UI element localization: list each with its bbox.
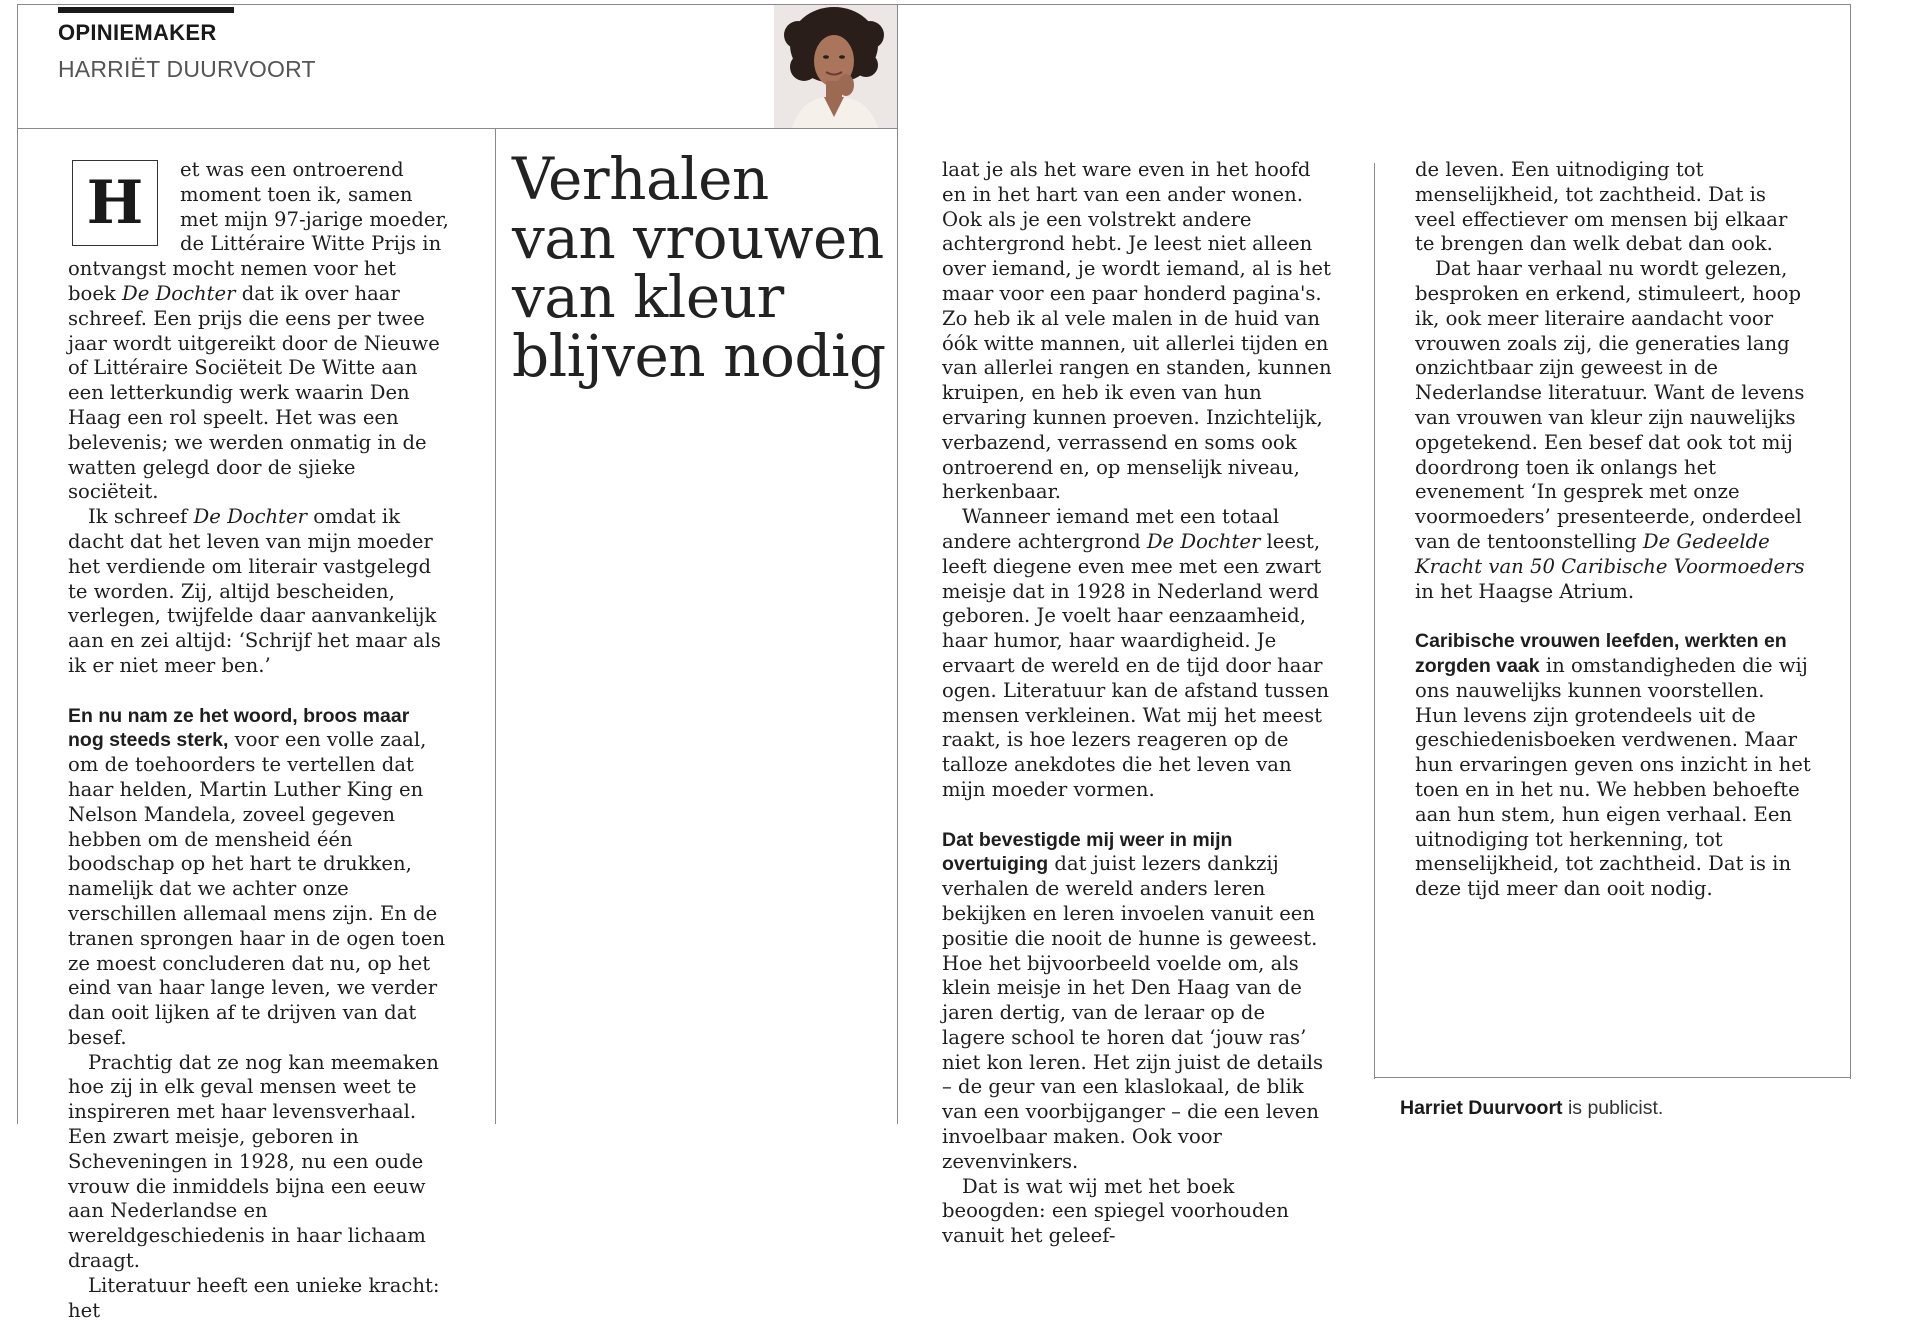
portrait-image [774,5,897,128]
article-column-1 [68,158,450,1322]
author-photo [774,5,897,128]
paragraph: Literatuur heeft een unieke kracht: het [68,1273,440,1322]
headline-line: Verhalen [512,145,769,213]
top-border [17,4,1851,5]
article-headline [512,145,892,390]
paragraph: En nu nam ze het woord, broos maar nog steeds sterk, voor een volle zaal, om de toehoorders te vertellen dat haar helden, Martin Luther King en Nelson Mandela, zoveel gegeven hebben om de mensheid één boodschap op het hart te drukken, namelijk dat we achter onze verschillen allemaal mens zijn. En de tranen sprongen haar in de ogen toen ze moest concluderen dat nu, op het eind van haar lange leven, we verder dan ooit lijken af te drijven van dat besef. [68,704,446,1049]
paragraph: laat je als het ware even in het hoofd en in het hart van een ander wonen. Ook als je een volstrekt andere achtergrond hebt. Je leest niet alleen over iemand, je wordt iemand, al is het maar voor een paar honderd pagina's. Zo heb ik al vele malen in de huid van óók witte mannen, uit allerlei tijden en van allerlei rangen en standen, kunnen kruipen, en heb ik even van hun ervaring kunnen proeven. Inzichtelijk, verbazend, verrassend en soms ook ontroerend en, op menselijk niveau, herkenbaar. [942,158,1332,504]
book-title: De Dochter [1146,529,1261,553]
paragraph-lead: Caribische vrouwen leefden, werkten en zorgden vaak [1415,630,1787,677]
author-name: Harriet Duurvoort [1400,1097,1563,1119]
footnote-divider [1374,1077,1851,1078]
paragraph: de leven. Een uitnodiging tot menselijkheid, tot zachtheid. Dat is veel effectiever om mensen bij elkaar te brengen dan welk debat dan ook. [1415,158,1788,256]
drop-cap: H [72,160,158,246]
kicker-bar [58,7,234,13]
paragraph: Ik schreef De Dochter omdat ik dacht dat het leven van mijn moeder het verdiende om literair vastgelegd te worden. Zij, altijd bescheiden, verlegen, twijfelde daar aanvankelijk aan en zei altijd: ‘Schrijf het maar als ik er niet meer ben.’ [68,505,441,677]
column-divider-3 [1374,163,1375,1079]
paragraph: Dat is wat wij met het boek beoogden: een spiegel voorhouden vanuit het geleef- [942,1174,1289,1248]
headline-line: van vrouwen [512,204,884,272]
headline-line: blijven nodig [512,322,886,390]
column-divider-2 [897,4,898,1124]
paragraph-lead: Dat bevestigde mij weer in mijn overtuiging [942,828,1233,876]
author-footnote: Harriet Duurvoort is publicist. [1400,1097,1664,1119]
article-column-2 [942,158,1332,1248]
section-kicker: OPINIEMAKER [58,20,217,45]
paragraph: Dat bevestigde mij weer in mijn overtuiging dat juist lezers dankzij verhalen de wereld anders leren bekijken en leren invoelen vanuit een positie die nooit de hunne is geweest. Hoe het bijvoorbeeld voelde om, als klein meisje in het Den Haag van de jaren dertig, van de leraar op de lagere school te horen dat ‘jouw ras’ niet kon leren. Het zijn juist de details – de geur van een klaslokaal, de blik van een voorbijganger – die een leven invoelbaar maken. Ook voor zevenvinkers. [942,828,1324,1173]
paragraph: Prachtig dat ze nog kan meemaken hoe zij in elk geval mensen weet te inspireren met haar levensverhaal. Een zwart meisje, geboren in Scheveningen in 1928, nu een oude vrouw die inmiddels bijna een eeuw aan Nederlandse en wereldgeschiedenis in haar lichaam draagt. [68,1050,439,1273]
book-title: De Dochter [193,505,307,529]
paragraph: H et was een ontroerend moment toen ik, samen met mijn 97-jarige moeder, de Littéraire Witte Prijs in ontvangst mocht nemen voor het boek De Dochter dat ik over haar schreef. Een prijs die eens per twee jaar wordt uitgereikt door de Nieuwe of Littéraire Sociëteit De Witte aan een letterkundig werk waarin Den Haag een rol speelt. Het was een belevenis; we werden onmatig in de watten gelegd door de sjieke sociëteit. [68,158,449,504]
paragraph: Wanneer iemand met een totaal andere achtergrond De Dochter leest, leeft diegene even mee met een zwart meisje dat in 1928 in Nederland werd geboren. Je voelt haar eenzaamheid, haar humor, haar waardigheid. Je ervaart de wereld en de tijd door haar ogen. Literatuur kan de afstand tussen mensen verkleinen. Wat mij het meest raakt, is hoe lezers reageren op de talloze anekdotes die het leven van mijn moeder vormen. [942,505,1330,801]
book-title: De Dochter [122,281,236,305]
author-byline: HARRIËT DUURVOORT [58,56,316,82]
paragraph: Dat haar verhaal nu wordt gelezen, besproken en erkend, stimuleert, hoop ik, ook meer literaire aandacht voor vrouwen zoals zij, die generaties lang onzichtbaar zijn geweest in de Nederlandse literatuur. Want de levens van vrouwen van kleur zijn nauwelijks opgetekend. Een besef dat ook tot mij doordrong toen ik onlangs het evenement ‘In gesprek met onze voormoeders’ presenteerde, onderdeel van de tentoonstelling De Gedeelde Kracht van 50 Caribische Voormoeders in het Haagse Atrium. [1415,257,1805,603]
headline-line: van kleur [512,263,784,331]
article-column-3 [1415,158,1811,901]
column-divider-1 [495,128,496,1124]
paragraph-lead: En nu nam ze het woord, broos maar nog steeds sterk, [68,704,410,752]
right-border [1850,4,1851,1079]
header-divider [17,128,897,129]
exhibition-title: De Gedeelde Kracht van 50 Caribische Voormoeders [1415,529,1805,578]
paragraph: Caribische vrouwen leefden, werkten en zorgden vaak in omstandigheden die wij ons nauwelijks kunnen voorstellen. Hun levens zijn grotendeels uit de geschiedenisboeken verdwenen. Maar hun ervaringen geven ons inzicht in het toen en in het nu. We hebben behoefte aan hun stem, hun eigen verhaal. Een uitnodiging tot herkenning, tot menselijkheid, tot zachtheid. Dat is in deze tijd meer dan ooit nodig. [1415,630,1811,901]
left-border [17,4,18,1124]
